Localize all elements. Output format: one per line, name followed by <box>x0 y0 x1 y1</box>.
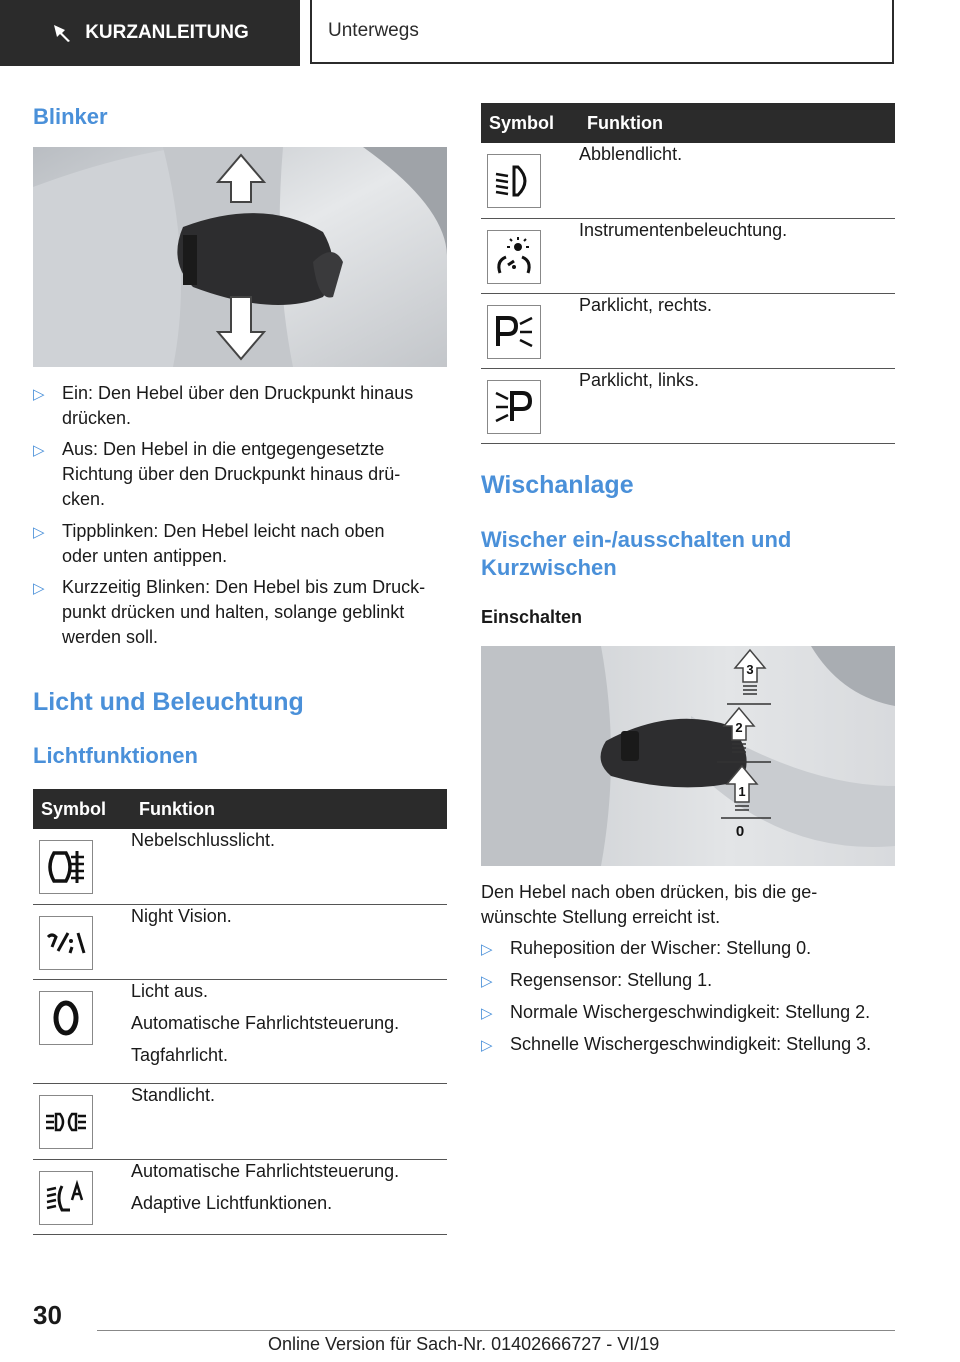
blinker-heading: Blinker <box>33 104 108 129</box>
section-title: KURZANLEITUNG <box>85 22 249 43</box>
parking-light-right-icon <box>487 305 541 359</box>
table-row: Parklicht, rechts. <box>481 293 895 368</box>
footer-text: Online Version für Sach-Nr. 01402666727 - VI/19 <box>268 1334 660 1354</box>
wiper-lever-image <box>481 646 895 866</box>
position-1-label: 1 <box>738 784 746 799</box>
table-row: Licht aus. Automatische Fahrlichtsteuerung. Tagfahrlicht. <box>33 979 447 1083</box>
list-item: ▷ Regensensor: Stellung 1. <box>481 968 901 993</box>
licht-heading: Licht und Beleuchtung <box>33 688 304 716</box>
parking-light-left-icon <box>487 380 541 434</box>
turn-signal-lever-image <box>33 147 447 367</box>
footer-divider <box>97 1330 895 1331</box>
list-item: ▷ Aus: Den Hebel in die entgegengesetzte Richtung über den Druckpunkt hinaus drü- cken. <box>33 439 401 509</box>
bullet-triangle-icon: ▷ <box>33 524 45 541</box>
low-beam-icon <box>487 154 541 208</box>
position-0-label: 0 <box>735 823 745 840</box>
column-header-symbol: Symbol <box>481 103 579 143</box>
bullet-triangle-icon: ▷ <box>481 1005 493 1022</box>
table-row: Abblendlicht. <box>481 143 895 218</box>
fog-light-icon <box>39 840 93 894</box>
instrument-lighting-icon <box>487 230 541 284</box>
side-light-icon <box>39 1095 93 1149</box>
night-vision-icon <box>39 916 93 970</box>
chapter-title: Unterwegs <box>328 20 419 41</box>
list-item: ▷ Tippblinken: Den Hebel leicht nach oben oder unten antippen. <box>33 521 385 566</box>
einschalten-heading: Einschalten <box>481 607 583 627</box>
column-header-funktion: Funktion <box>131 789 447 829</box>
wischer-subheading: Wischer ein-/ausschalten und Kurzwischen <box>481 527 792 580</box>
bullet-triangle-icon: ▷ <box>33 386 45 403</box>
light-functions-table-2 <box>481 103 895 444</box>
bullet-triangle-icon: ▷ <box>481 973 493 990</box>
list-item: ▷ Schnelle Wischergeschwindigkeit: Stellung 3. <box>481 1032 901 1057</box>
lights-off-icon <box>39 991 93 1045</box>
page-number: 30 <box>33 1300 62 1330</box>
bullet-triangle-icon: ▷ <box>481 1037 493 1054</box>
table-row: Standlicht. <box>33 1083 447 1159</box>
column-header-funktion: Funktion <box>579 103 895 143</box>
auto-headlight-icon <box>39 1171 93 1225</box>
bullet-triangle-icon: ▷ <box>33 442 45 459</box>
table-row: Instrumentenbeleuchtung. <box>481 218 895 293</box>
bullet-triangle-icon: ▷ <box>33 580 45 597</box>
table-row: Night Vision. <box>33 904 447 979</box>
wischanlage-heading: Wischanlage <box>481 471 634 499</box>
chapter-header <box>310 0 894 64</box>
lichtfunktionen-subheading: Lichtfunktionen <box>33 743 198 768</box>
list-item: ▷ Ruheposition der Wischer: Stellung 0. <box>481 936 901 961</box>
list-item: ▷ Ein: Den Hebel über den Druckpunkt hinaus drücken. <box>33 383 414 428</box>
list-item: ▷ Normale Wischergeschwindigkeit: Stellung 2. <box>481 1000 901 1025</box>
bullet-triangle-icon: ▷ <box>481 941 493 958</box>
section-tab[interactable] <box>0 0 300 66</box>
wiper-paragraph: Den Hebel nach oben drücken, bis die ge- wünschte Stellung erreicht ist. <box>481 882 818 927</box>
table-row: Nebelschlusslicht. <box>33 829 447 904</box>
table-row: Parklicht, links. <box>481 368 895 443</box>
quick-guide-icon <box>51 22 73 44</box>
position-2-label: 2 <box>735 720 743 735</box>
list-item: ▷ Kurzzeitig Blinken: Den Hebel bis zum Druck- punkt drücken und halten, solange geblinkt werden soll. <box>33 577 426 647</box>
position-3-label: 3 <box>746 662 754 677</box>
column-header-symbol: Symbol <box>33 789 131 829</box>
table-row: Automatische Fahrlichtsteuerung. Adaptive Lichtfunktionen. <box>33 1159 447 1234</box>
light-functions-table <box>33 789 447 1235</box>
